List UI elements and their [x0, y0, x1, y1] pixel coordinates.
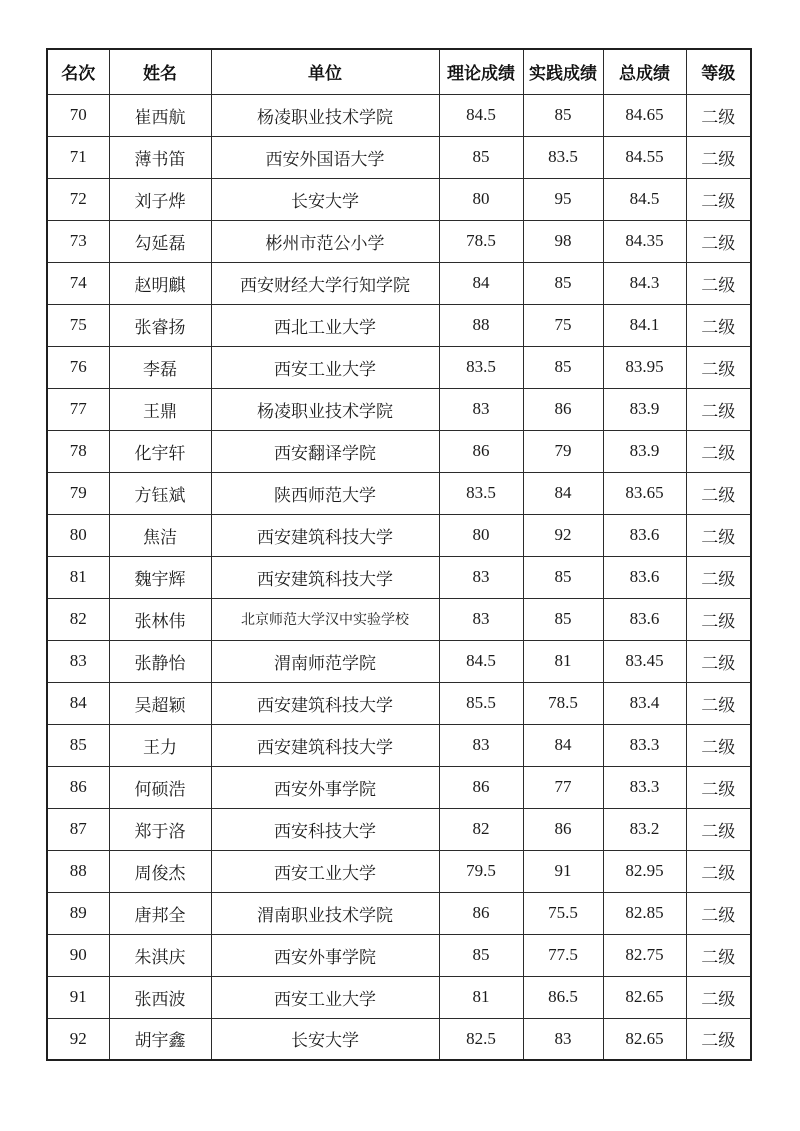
table-row: [47, 808, 751, 850]
cell-grade: 二级: [686, 1018, 751, 1060]
cell-unit: 西安建筑科技大学: [211, 682, 439, 724]
cell-name: 朱淇庆: [109, 934, 211, 976]
cell-theory: 88: [439, 304, 523, 346]
cell-theory: 81: [439, 976, 523, 1018]
cell-total: 84.55: [603, 136, 686, 178]
cell-name: 张睿扬: [109, 304, 211, 346]
cell-rank: 80: [47, 514, 109, 556]
cell-theory: 80: [439, 514, 523, 556]
cell-unit: 西安工业大学: [211, 976, 439, 1018]
table-row: [47, 94, 751, 136]
cell-unit: 长安大学: [211, 1018, 439, 1060]
cell-total: 83.6: [603, 598, 686, 640]
cell-grade: 二级: [686, 976, 751, 1018]
table-row: [47, 514, 751, 556]
cell-practice: 91: [523, 850, 603, 892]
cell-total: 83.45: [603, 640, 686, 682]
cell-rank: 76: [47, 346, 109, 388]
cell-theory: 82: [439, 808, 523, 850]
cell-theory: 85: [439, 934, 523, 976]
cell-practice: 84: [523, 472, 603, 514]
column-header-grade: 等级: [686, 49, 751, 94]
cell-name: 焦洁: [109, 514, 211, 556]
cell-name: 化宇轩: [109, 430, 211, 472]
cell-grade: 二级: [686, 262, 751, 304]
cell-practice: 85: [523, 556, 603, 598]
cell-theory: 85.5: [439, 682, 523, 724]
table-body: [47, 94, 751, 1060]
cell-grade: 二级: [686, 640, 751, 682]
cell-theory: 83: [439, 724, 523, 766]
cell-name: 魏宇辉: [109, 556, 211, 598]
cell-theory: 78.5: [439, 220, 523, 262]
cell-unit: 陕西师范大学: [211, 472, 439, 514]
cell-practice: 86: [523, 388, 603, 430]
cell-theory: 79.5: [439, 850, 523, 892]
cell-rank: 90: [47, 934, 109, 976]
cell-total: 84.3: [603, 262, 686, 304]
cell-total: 82.85: [603, 892, 686, 934]
cell-grade: 二级: [686, 472, 751, 514]
cell-theory: 82.5: [439, 1018, 523, 1060]
cell-total: 83.3: [603, 724, 686, 766]
table-row: [47, 724, 751, 766]
cell-rank: 77: [47, 388, 109, 430]
cell-name: 李磊: [109, 346, 211, 388]
cell-practice: 81: [523, 640, 603, 682]
cell-theory: 86: [439, 892, 523, 934]
cell-theory: 83: [439, 598, 523, 640]
cell-grade: 二级: [686, 388, 751, 430]
column-header-name: 姓名: [109, 49, 211, 94]
cell-total: 83.9: [603, 388, 686, 430]
cell-rank: 91: [47, 976, 109, 1018]
cell-name: 刘子烨: [109, 178, 211, 220]
table-row: [47, 766, 751, 808]
cell-total: 84.5: [603, 178, 686, 220]
cell-theory: 84.5: [439, 94, 523, 136]
cell-practice: 83: [523, 1018, 603, 1060]
table-header-row: [47, 49, 751, 94]
cell-rank: 85: [47, 724, 109, 766]
cell-practice: 85: [523, 262, 603, 304]
cell-rank: 88: [47, 850, 109, 892]
cell-rank: 83: [47, 640, 109, 682]
cell-rank: 86: [47, 766, 109, 808]
cell-theory: 84.5: [439, 640, 523, 682]
cell-grade: 二级: [686, 430, 751, 472]
table-row: [47, 136, 751, 178]
table-row: [47, 934, 751, 976]
cell-rank: 75: [47, 304, 109, 346]
cell-name: 何硕浩: [109, 766, 211, 808]
cell-theory: 84: [439, 262, 523, 304]
cell-practice: 78.5: [523, 682, 603, 724]
cell-unit: 杨凌职业技术学院: [211, 94, 439, 136]
cell-name: 崔西航: [109, 94, 211, 136]
column-header-practice: 实践成绩: [523, 49, 603, 94]
table-row: [47, 556, 751, 598]
cell-practice: 75.5: [523, 892, 603, 934]
table-row: [47, 220, 751, 262]
cell-grade: 二级: [686, 850, 751, 892]
cell-grade: 二级: [686, 94, 751, 136]
cell-unit: 西北工业大学: [211, 304, 439, 346]
table-row: [47, 892, 751, 934]
cell-rank: 79: [47, 472, 109, 514]
cell-unit: 西安建筑科技大学: [211, 724, 439, 766]
cell-practice: 86.5: [523, 976, 603, 1018]
cell-practice: 85: [523, 346, 603, 388]
cell-name: 王力: [109, 724, 211, 766]
cell-rank: 82: [47, 598, 109, 640]
cell-rank: 73: [47, 220, 109, 262]
column-header-total: 总成绩: [603, 49, 686, 94]
cell-total: 83.2: [603, 808, 686, 850]
cell-total: 82.65: [603, 976, 686, 1018]
cell-rank: 84: [47, 682, 109, 724]
cell-grade: 二级: [686, 556, 751, 598]
cell-unit: 彬州市范公小学: [211, 220, 439, 262]
cell-rank: 70: [47, 94, 109, 136]
cell-grade: 二级: [686, 934, 751, 976]
cell-practice: 77: [523, 766, 603, 808]
cell-theory: 86: [439, 766, 523, 808]
cell-grade: 二级: [686, 598, 751, 640]
cell-grade: 二级: [686, 304, 751, 346]
cell-practice: 85: [523, 598, 603, 640]
cell-grade: 二级: [686, 724, 751, 766]
table-row: [47, 850, 751, 892]
cell-unit: 西安科技大学: [211, 808, 439, 850]
cell-total: 83.65: [603, 472, 686, 514]
cell-rank: 92: [47, 1018, 109, 1060]
cell-rank: 89: [47, 892, 109, 934]
table-row: [47, 262, 751, 304]
cell-unit: 西安翻译学院: [211, 430, 439, 472]
cell-unit: 西安建筑科技大学: [211, 556, 439, 598]
cell-grade: 二级: [686, 682, 751, 724]
cell-total: 83.6: [603, 514, 686, 556]
cell-theory: 83.5: [439, 472, 523, 514]
cell-total: 83.3: [603, 766, 686, 808]
cell-practice: 77.5: [523, 934, 603, 976]
cell-name: 方钰斌: [109, 472, 211, 514]
cell-name: 郑于洛: [109, 808, 211, 850]
table-row: [47, 1018, 751, 1060]
cell-name: 赵明麒: [109, 262, 211, 304]
cell-practice: 86: [523, 808, 603, 850]
score-table: [46, 48, 752, 1061]
cell-total: 84.1: [603, 304, 686, 346]
cell-unit: 西安外事学院: [211, 766, 439, 808]
cell-total: 83.9: [603, 430, 686, 472]
cell-total: 84.35: [603, 220, 686, 262]
cell-practice: 79: [523, 430, 603, 472]
cell-total: 82.75: [603, 934, 686, 976]
cell-grade: 二级: [686, 892, 751, 934]
cell-practice: 83.5: [523, 136, 603, 178]
cell-practice: 92: [523, 514, 603, 556]
cell-practice: 85: [523, 94, 603, 136]
cell-name: 薄书笛: [109, 136, 211, 178]
cell-rank: 87: [47, 808, 109, 850]
cell-unit: 西安工业大学: [211, 850, 439, 892]
cell-unit: 西安财经大学行知学院: [211, 262, 439, 304]
table-row: [47, 472, 751, 514]
cell-grade: 二级: [686, 136, 751, 178]
cell-unit: 西安外事学院: [211, 934, 439, 976]
cell-name: 胡宇鑫: [109, 1018, 211, 1060]
cell-rank: 78: [47, 430, 109, 472]
table-row: [47, 640, 751, 682]
cell-grade: 二级: [686, 766, 751, 808]
table-row: [47, 388, 751, 430]
cell-name: 勾延磊: [109, 220, 211, 262]
cell-theory: 86: [439, 430, 523, 472]
cell-practice: 84: [523, 724, 603, 766]
table-row: [47, 304, 751, 346]
column-header-unit: 单位: [211, 49, 439, 94]
cell-name: 吴超颖: [109, 682, 211, 724]
table-row: [47, 682, 751, 724]
cell-practice: 98: [523, 220, 603, 262]
cell-name: 张林伟: [109, 598, 211, 640]
cell-unit: 渭南师范学院: [211, 640, 439, 682]
column-header-theory: 理论成绩: [439, 49, 523, 94]
cell-total: 83.4: [603, 682, 686, 724]
cell-total: 82.65: [603, 1018, 686, 1060]
cell-practice: 75: [523, 304, 603, 346]
cell-unit: 长安大学: [211, 178, 439, 220]
cell-unit: 西安外国语大学: [211, 136, 439, 178]
cell-name: 张西波: [109, 976, 211, 1018]
cell-rank: 71: [47, 136, 109, 178]
cell-grade: 二级: [686, 808, 751, 850]
cell-theory: 83: [439, 556, 523, 598]
table-row: [47, 598, 751, 640]
cell-name: 周俊杰: [109, 850, 211, 892]
cell-practice: 95: [523, 178, 603, 220]
cell-total: 83.6: [603, 556, 686, 598]
cell-unit: 北京师范大学汉中实验学校: [211, 598, 439, 640]
cell-rank: 72: [47, 178, 109, 220]
cell-grade: 二级: [686, 514, 751, 556]
cell-total: 84.65: [603, 94, 686, 136]
cell-theory: 83: [439, 388, 523, 430]
cell-name: 张静怡: [109, 640, 211, 682]
cell-name: 唐邦全: [109, 892, 211, 934]
table-row: [47, 346, 751, 388]
cell-unit: 西安建筑科技大学: [211, 514, 439, 556]
cell-rank: 81: [47, 556, 109, 598]
cell-grade: 二级: [686, 346, 751, 388]
cell-theory: 85: [439, 136, 523, 178]
cell-theory: 83.5: [439, 346, 523, 388]
cell-total: 82.95: [603, 850, 686, 892]
table-row: [47, 976, 751, 1018]
cell-unit: 渭南职业技术学院: [211, 892, 439, 934]
cell-theory: 80: [439, 178, 523, 220]
cell-unit: 杨凌职业技术学院: [211, 388, 439, 430]
cell-unit: 西安工业大学: [211, 346, 439, 388]
cell-grade: 二级: [686, 178, 751, 220]
column-header-rank: 名次: [47, 49, 109, 94]
cell-rank: 74: [47, 262, 109, 304]
cell-grade: 二级: [686, 220, 751, 262]
table-row: [47, 430, 751, 472]
cell-total: 83.95: [603, 346, 686, 388]
table-row: [47, 178, 751, 220]
cell-name: 王鼎: [109, 388, 211, 430]
